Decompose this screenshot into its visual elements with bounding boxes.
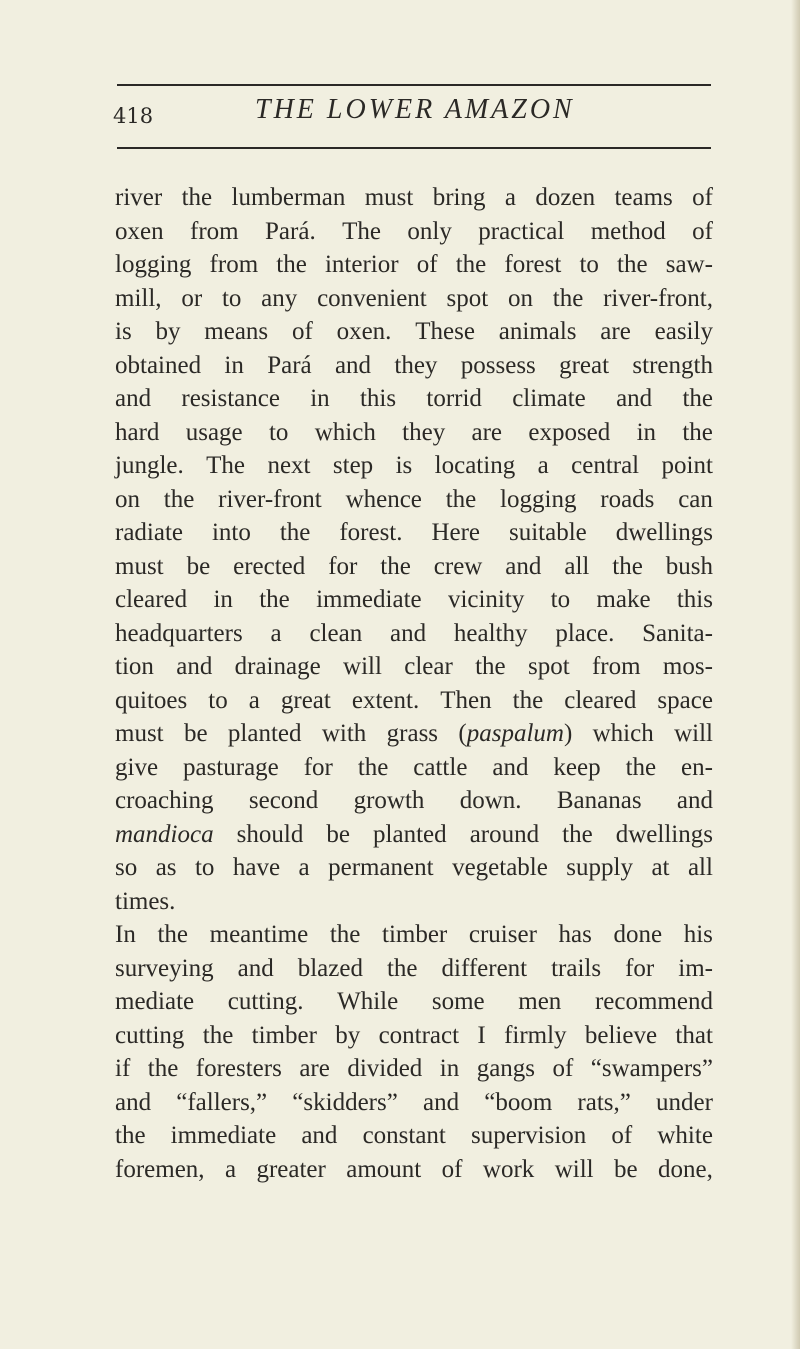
word: bush — [665, 552, 713, 580]
word: in — [439, 1055, 460, 1082]
word: work — [482, 1155, 535, 1183]
word: suitable — [508, 519, 587, 546]
word: croaching — [115, 787, 214, 814]
word: the — [475, 653, 506, 680]
word: the — [612, 552, 643, 580]
word: on — [508, 284, 533, 312]
word: white — [657, 1122, 713, 1149]
word: has — [558, 921, 592, 948]
text-line — [115, 282, 713, 316]
text-line — [115, 248, 713, 282]
word: easily — [654, 318, 713, 345]
word: Sanita- — [642, 619, 713, 647]
word: to — [221, 284, 242, 312]
word: they — [402, 418, 446, 446]
word: meantime — [209, 921, 309, 948]
word: the — [512, 686, 544, 714]
word: the — [455, 251, 487, 278]
word: at — [651, 854, 670, 881]
word: timber — [251, 1021, 317, 1049]
word: so — [115, 854, 138, 881]
word: surveying — [115, 954, 214, 982]
word: that — [675, 1021, 713, 1049]
word: hard — [115, 418, 160, 446]
word: I — [477, 1021, 486, 1049]
text-line — [115, 416, 713, 450]
text-line — [115, 818, 713, 852]
word: The — [342, 217, 381, 245]
word: a — [504, 184, 516, 211]
word: step — [332, 452, 374, 479]
word: be — [186, 552, 211, 580]
word: oxen. — [336, 318, 392, 345]
text-line — [115, 349, 713, 383]
word: and — [237, 954, 274, 982]
word: to — [268, 418, 289, 446]
word: mill, — [115, 284, 162, 312]
word: the — [202, 1021, 234, 1049]
word: en- — [681, 753, 713, 781]
word: and — [115, 1088, 152, 1116]
word: quitoes — [115, 686, 188, 714]
word: cleared — [564, 686, 637, 714]
word: they — [394, 351, 438, 379]
body-text — [115, 181, 713, 1186]
word: exposed — [528, 418, 611, 446]
word: planted — [227, 720, 302, 747]
word: and — [492, 753, 529, 781]
word: the — [617, 251, 648, 278]
word: in — [213, 586, 233, 613]
word: Pará. — [265, 217, 316, 245]
word: can — [678, 485, 713, 513]
text-line — [115, 851, 713, 885]
word: resistance — [181, 385, 280, 412]
word: to — [550, 586, 571, 613]
word: this — [676, 586, 713, 613]
word: the — [386, 954, 418, 982]
word: foresters — [195, 1055, 282, 1082]
word: interior — [324, 251, 399, 278]
word: done — [613, 921, 663, 948]
word: forest. — [339, 519, 403, 546]
word: the — [380, 552, 411, 580]
word: and — [676, 787, 713, 814]
text-line — [115, 1019, 713, 1053]
word: by — [155, 318, 181, 345]
word: torrid — [426, 385, 482, 412]
word: keep — [553, 753, 601, 781]
text-line — [115, 516, 713, 550]
text-line — [115, 1119, 713, 1153]
text-line — [115, 181, 713, 215]
word: believe — [584, 1021, 658, 1049]
word: cattle — [413, 753, 468, 781]
word: cruiser — [468, 921, 537, 948]
word: bring — [432, 184, 486, 211]
word: the — [625, 753, 657, 781]
running-head: THE LOWER AMAZON — [255, 94, 575, 125]
word: which — [592, 720, 654, 747]
text-line — [115, 315, 713, 349]
word: and — [616, 385, 653, 412]
word: saw- — [665, 251, 713, 278]
word: logging — [500, 485, 577, 513]
word: men — [518, 988, 562, 1015]
page-number: 418 — [113, 104, 154, 128]
word: mediate — [115, 988, 195, 1015]
word: give — [115, 753, 159, 781]
text-line — [115, 1153, 713, 1187]
word: the — [329, 921, 361, 948]
word: the — [357, 753, 389, 781]
word: in — [310, 385, 330, 412]
text-line — [115, 717, 713, 751]
text-line — [115, 215, 713, 249]
word: space — [657, 686, 713, 714]
word: blazed — [297, 954, 363, 982]
word: down. — [459, 787, 522, 814]
word: permanent — [328, 854, 434, 881]
word: grass — [386, 720, 439, 747]
text-line — [115, 483, 713, 517]
word: river — [115, 184, 163, 211]
word: under — [656, 1088, 713, 1116]
word: foremen, — [115, 1155, 205, 1183]
word: While — [337, 988, 399, 1015]
word: means — [204, 318, 269, 345]
word: from — [209, 251, 259, 278]
word: vicinity — [447, 586, 525, 613]
word: These — [415, 318, 475, 345]
word: by — [335, 1021, 361, 1049]
word: are — [299, 1055, 330, 1082]
word: oxen — [115, 217, 164, 245]
word: great — [280, 686, 331, 714]
word: of — [291, 318, 313, 345]
word: river-front — [218, 485, 322, 513]
word: and — [390, 619, 427, 647]
word: the — [562, 820, 593, 848]
word: tion — [115, 653, 154, 680]
word: any — [261, 284, 298, 312]
word: supervision — [471, 1122, 587, 1149]
word: im- — [678, 954, 713, 982]
text-line — [115, 650, 713, 684]
word: “boom — [484, 1088, 553, 1116]
word: a — [270, 619, 282, 647]
word: climate — [512, 385, 586, 412]
word: the — [682, 385, 713, 412]
text-line — [115, 382, 713, 416]
word: teams — [614, 184, 673, 211]
word: to — [579, 251, 599, 278]
word: have — [232, 854, 281, 881]
word: cutting. — [227, 988, 304, 1015]
word: a — [224, 1155, 237, 1183]
word: place. — [555, 619, 615, 647]
word: clear — [404, 653, 453, 680]
page-edge-shadow — [791, 0, 800, 1349]
word: strength — [632, 351, 713, 379]
word: from — [591, 653, 641, 680]
word: of — [416, 251, 438, 278]
word: healthy — [453, 619, 528, 647]
text-line — [115, 1086, 713, 1120]
word: or — [181, 284, 203, 312]
word: all — [687, 854, 713, 881]
word: Then — [440, 686, 492, 714]
word: dwellings — [615, 519, 713, 546]
word: animals — [498, 318, 577, 345]
word: logging — [115, 251, 192, 278]
word: the — [552, 284, 584, 312]
word: his — [683, 921, 713, 948]
word: all — [564, 552, 590, 580]
header-rule-top — [117, 84, 711, 86]
word: different — [441, 954, 528, 982]
word: must — [115, 552, 164, 580]
word: the — [157, 921, 188, 948]
word: clean — [309, 619, 363, 647]
text-line — [115, 617, 713, 651]
word: lumberman — [231, 184, 346, 211]
word: crew — [433, 552, 483, 580]
word: dozen — [535, 184, 596, 211]
word: is — [395, 452, 413, 479]
word: divided — [347, 1055, 423, 1082]
word: “skidders” — [292, 1088, 398, 1116]
word: and — [422, 1088, 460, 1116]
word: and — [301, 1122, 338, 1149]
word: practical — [478, 217, 565, 245]
word: usage — [185, 418, 243, 446]
word: with — [321, 720, 367, 747]
word: obtained — [115, 351, 202, 379]
word: erected — [233, 552, 306, 580]
word: a — [298, 854, 310, 881]
word: if — [115, 1055, 131, 1082]
word: locating — [434, 452, 516, 479]
word: are — [471, 418, 503, 446]
word: to — [208, 686, 228, 714]
word: be — [183, 720, 208, 747]
word: make — [596, 586, 651, 613]
word: will — [554, 1155, 594, 1183]
word: and — [115, 385, 152, 412]
word: (paspalum) — [458, 720, 573, 747]
word: a — [248, 686, 260, 714]
word: Bananas — [556, 787, 642, 814]
word: immediate — [170, 1122, 277, 1149]
word: vegetable — [452, 854, 548, 881]
word: are — [600, 318, 631, 345]
word: convenient — [317, 284, 427, 312]
word: constant — [362, 1122, 446, 1149]
text-line — [115, 449, 713, 483]
word: roads — [600, 485, 655, 513]
word: Here — [431, 519, 481, 546]
word: this — [359, 385, 397, 412]
word: forest — [504, 251, 562, 278]
text-line — [115, 684, 713, 718]
word: will — [674, 720, 713, 747]
word: trails — [551, 954, 602, 982]
word: mandioca — [115, 820, 214, 848]
word: contract — [378, 1021, 460, 1049]
word: firmly — [504, 1021, 567, 1049]
word: of — [692, 217, 713, 245]
word: and — [505, 552, 542, 580]
text-line — [115, 985, 713, 1019]
word: central — [571, 452, 640, 479]
word: “swampers” — [590, 1055, 713, 1082]
word: pasturage — [182, 753, 279, 781]
word: amount — [346, 1155, 422, 1183]
text-line — [115, 583, 713, 617]
word: in — [636, 418, 657, 446]
word: in — [224, 351, 244, 379]
word: the — [276, 251, 307, 278]
word: In — [115, 921, 136, 948]
word: be — [614, 1155, 638, 1183]
word: mos- — [662, 653, 713, 680]
word: only — [407, 217, 452, 245]
word: headquarters — [115, 619, 243, 647]
word: method — [590, 217, 666, 245]
word: which — [314, 418, 376, 446]
word: must — [364, 184, 414, 211]
word: cleared — [115, 586, 188, 613]
word: point — [661, 452, 713, 479]
word: a — [537, 452, 549, 479]
text-line — [115, 784, 713, 818]
word: the — [682, 418, 713, 446]
word: must — [115, 720, 164, 747]
word: immediate — [316, 586, 422, 613]
word: of — [441, 1155, 463, 1183]
word: the — [279, 519, 311, 546]
word: for — [625, 954, 655, 982]
word: cutting — [115, 1021, 185, 1049]
word: “fallers,” — [176, 1088, 268, 1116]
word: supply — [566, 854, 633, 881]
word: done, — [658, 1155, 713, 1183]
word: into — [211, 519, 251, 546]
word: The — [206, 452, 246, 479]
word: times. — [115, 887, 176, 915]
word: river-front, — [603, 284, 713, 312]
word: for — [303, 753, 333, 781]
word: spot — [527, 653, 570, 680]
word: whence — [345, 485, 422, 513]
word: the — [259, 586, 290, 613]
word: radiate — [115, 519, 184, 546]
word: the — [147, 1055, 179, 1082]
text-line — [115, 550, 713, 584]
text-line — [115, 918, 713, 952]
word: for — [328, 552, 358, 580]
word: on — [115, 485, 140, 513]
word: timber — [382, 921, 448, 948]
word: some — [431, 988, 485, 1015]
word: of — [611, 1122, 633, 1149]
word: will — [343, 653, 382, 680]
word: the — [181, 184, 213, 211]
word: greater — [256, 1155, 326, 1183]
word: of — [692, 184, 713, 211]
word: as — [155, 854, 177, 881]
text-line — [115, 1052, 713, 1086]
text-line — [115, 885, 713, 919]
word: growth — [353, 787, 425, 814]
word: gangs — [476, 1055, 536, 1082]
word: the — [163, 485, 195, 513]
word: is — [115, 318, 132, 345]
word: the — [445, 485, 477, 513]
word: great — [559, 351, 610, 379]
word: next — [267, 452, 311, 479]
word: dwellings — [615, 820, 713, 848]
word: be — [326, 820, 350, 848]
word: planted — [373, 820, 447, 848]
word: spot — [446, 284, 489, 312]
text-line — [115, 952, 713, 986]
word: to — [194, 854, 215, 881]
word: the — [115, 1122, 146, 1149]
word: extent. — [351, 686, 420, 714]
word: around — [469, 820, 540, 848]
word: Pará — [267, 351, 312, 379]
header-rule-bottom — [117, 147, 711, 149]
word: should — [236, 820, 304, 848]
text-line — [115, 751, 713, 785]
word: and — [334, 351, 372, 379]
word: drainage — [234, 653, 321, 680]
word: from — [190, 217, 239, 245]
word: possess — [460, 351, 536, 379]
word: jungle. — [115, 452, 184, 479]
word: recommend — [594, 988, 713, 1015]
word: of — [552, 1055, 574, 1082]
word: and — [176, 653, 213, 680]
word: second — [248, 787, 319, 814]
word: rats,” — [577, 1088, 631, 1116]
